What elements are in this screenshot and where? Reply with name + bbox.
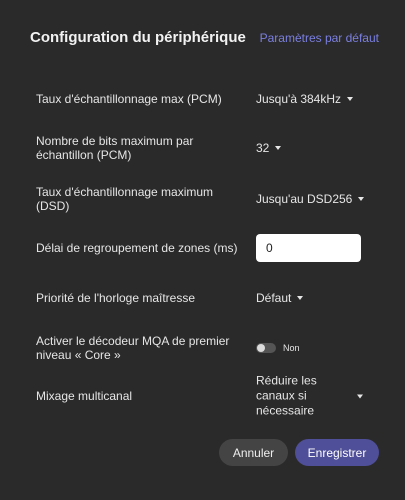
setting-label: Activer le décodeur MQA de premier niveau « Core » xyxy=(36,334,230,362)
dialog-title: Configuration du périphérique xyxy=(30,29,246,46)
dropdown-value: Réduire les canaux si nécessaire xyxy=(256,373,317,418)
dropdown-value: Jusqu'au DSD256 xyxy=(256,192,353,206)
setting-label: Nombre de bits maximum par échantillon (PCM) xyxy=(36,134,194,162)
zone-grouping-delay-input[interactable]: 0 xyxy=(256,234,361,262)
chevron-down-icon xyxy=(297,296,303,300)
dropdown-value: Jusqu'à 384kHz xyxy=(256,92,342,106)
toggle-state-label: Non xyxy=(283,343,300,353)
dropdown-value: 32 xyxy=(256,141,270,155)
dialog-header xyxy=(0,0,405,70)
chevron-down-icon xyxy=(357,394,363,398)
pcm-max-rate-dropdown[interactable] xyxy=(256,92,353,106)
setting-label: Taux d'échantillonnage max (PCM) xyxy=(36,92,222,106)
save-button[interactable]: Enregistrer xyxy=(295,439,379,466)
setting-label: Mixage multicanal xyxy=(36,389,133,403)
mqa-core-decoder-toggle-wrapper xyxy=(256,343,300,353)
dsd-max-rate-dropdown[interactable] xyxy=(256,192,364,206)
cancel-button[interactable]: Annuler xyxy=(219,439,288,466)
multichannel-mix-dropdown[interactable] xyxy=(256,374,363,419)
toggle-knob xyxy=(257,344,265,352)
mqa-core-decoder-toggle[interactable] xyxy=(256,343,276,353)
chevron-down-icon xyxy=(347,97,353,101)
pcm-bit-depth-dropdown[interactable] xyxy=(256,141,281,155)
master-clock-priority-dropdown[interactable] xyxy=(256,291,303,305)
setting-label: Délai de regroupement de zones (ms) xyxy=(36,241,238,255)
zone-grouping-delay-wrapper xyxy=(256,234,361,262)
chevron-down-icon xyxy=(358,197,364,201)
setting-label: Taux d'échantillonnage maximum (DSD) xyxy=(36,185,214,213)
reset-defaults-link[interactable]: Paramètres par défaut xyxy=(259,31,379,45)
dropdown-value: Défaut xyxy=(256,291,292,305)
setting-label: Priorité de l'horloge maîtresse xyxy=(36,291,196,305)
chevron-down-icon xyxy=(275,146,281,150)
